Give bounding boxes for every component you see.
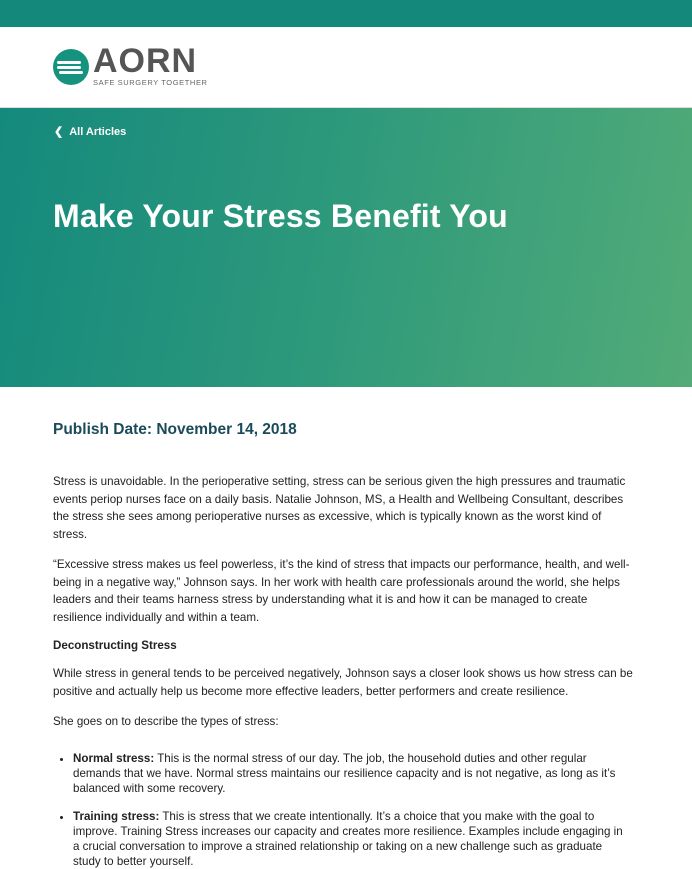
aorn-logo[interactable] — [53, 42, 208, 87]
hero-banner — [0, 108, 692, 387]
section-heading: Deconstructing Stress — [53, 639, 177, 652]
list-item — [73, 751, 629, 796]
list-item-term: Training stress: — [73, 809, 160, 823]
paragraph: While stress in general tends to be perceived negatively, Johnson says a closer look shows us how stress can be positive and actually help us become more effective leaders, better performers and create resilience. — [53, 667, 633, 698]
top-bar — [0, 0, 692, 27]
logo-word: AORN — [93, 42, 198, 80]
paragraph: She goes on to describe the types of stress: — [53, 715, 279, 728]
list-item-text: This is stress that we create intentionally. It’s a choice that you make with the goal to improve. Training Stress increases our capacity and creates more resilience. Examples include engaging in a crucial conversation to improve a strained relationship or taking on a new challenge such as graduate study to better yourself. — [73, 809, 623, 868]
paragraph: “Excessive stress makes us feel powerless, it’s the kind of stress that impacts our performance, health, and well-being in a negative way,” Johnson says. In her work with health care professionals around the world, she helps leaders and their teams harness stress by understanding what it is and how it can be managed to create resilience individually and within a team. — [53, 558, 630, 624]
all-articles-label: All Articles — [69, 125, 127, 138]
page-title: Make Your Stress Benefit You — [53, 198, 508, 234]
article-body — [0, 387, 692, 869]
all-articles-link[interactable] — [54, 125, 126, 138]
aorn-logo-icon — [53, 49, 89, 85]
publish-date: Publish Date: November 14, 2018 — [53, 421, 297, 438]
list-item-term: Normal stress: — [73, 751, 155, 765]
site-header — [0, 27, 692, 108]
stress-types-list — [73, 751, 639, 869]
paragraph: Stress is unavoidable. In the perioperative setting, stress can be serious given the high pressures and traumatic events periop nurses face on a daily basis. Natalie Johnson, MS, a Health and Wellbeing Consultant, describes the stress she sees among perioperative nurses as excessive, which is typically known as the worst kind of stress. — [53, 475, 626, 541]
chevron-left-icon: ❮ — [54, 126, 64, 138]
list-item — [73, 809, 629, 869]
list-item-text: This is the normal stress of our day. The job, the household duties and other regular demands that we have. Normal stress maintains our resilience capacity and is not negative, as long as it’s balanced with some recovery. — [73, 751, 616, 795]
logo-tagline: SAFE SURGERY TOGETHER — [93, 78, 208, 87]
